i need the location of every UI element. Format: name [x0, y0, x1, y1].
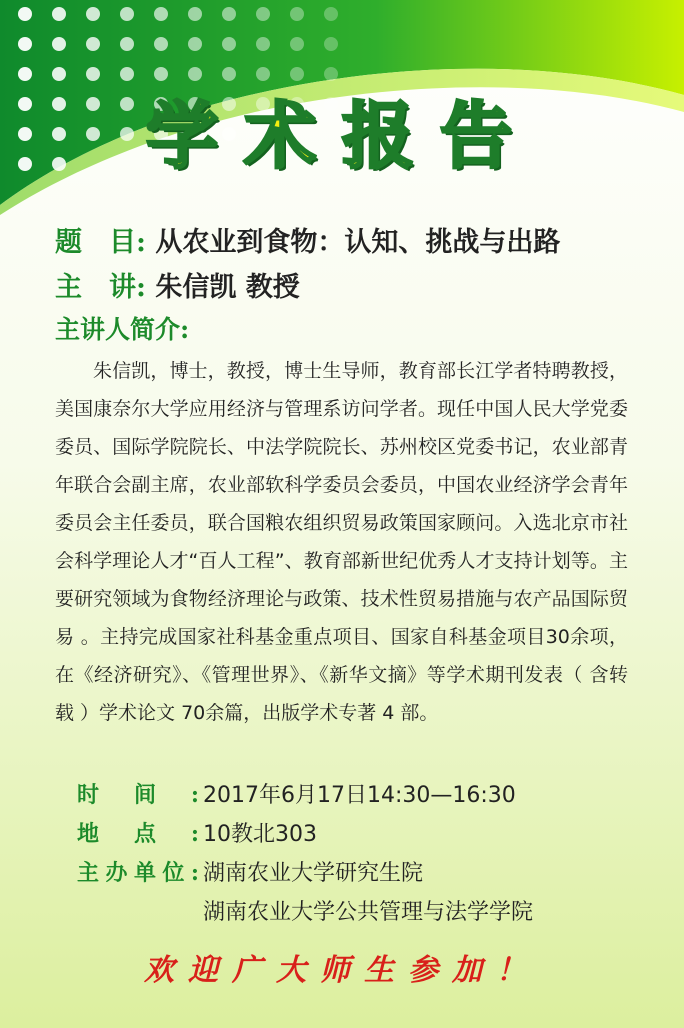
place-row [77, 817, 317, 848]
dot [188, 37, 202, 51]
poster-title: 学术报告 [145, 94, 538, 178]
dot [52, 7, 66, 21]
organizer-value-1: 湖南农业大学研究生院 [203, 861, 424, 886]
speaker-intro-heading: 主讲人简介: [55, 315, 190, 344]
speaker-label: 主 讲: [55, 272, 146, 303]
dot [188, 7, 202, 21]
dot [324, 7, 338, 21]
topic-line [55, 220, 560, 259]
dot [154, 37, 168, 51]
organizer-value-2: 湖南农业大学公共管理与法学学院 [203, 900, 534, 925]
dot [18, 7, 32, 21]
time-row [77, 778, 516, 809]
topic-label: 题 目: [55, 227, 146, 258]
dot [120, 37, 134, 51]
dot [86, 37, 100, 51]
dot [154, 7, 168, 21]
organizer-label: 主办单位: [77, 860, 199, 886]
dot [290, 7, 304, 21]
dot [222, 7, 236, 21]
time-label: 时间: [77, 782, 199, 808]
time-value: 2017年6月17日14:30—16:30 [203, 783, 516, 808]
place-label: 地点: [77, 821, 199, 847]
welcome-message: 欢迎广大师生参加！ [144, 953, 540, 988]
dot [222, 37, 236, 51]
dot [256, 7, 270, 21]
dot [52, 37, 66, 51]
dot [290, 37, 304, 51]
dot [120, 7, 134, 21]
topic-value: 从农业到食物：认知、挑战与出路 [155, 227, 561, 258]
dot [256, 37, 270, 51]
speaker-bio: 朱信凯，博士，教授，博士生导师，教育部长江学者特聘教授，美国康奈尔大学应用经济与管理系访问学者。现任中国人民大学党委委员、国际学院院长、中法学院院长、苏州校区党委书记，农业部青年联合会副主席，农业部软科学委员会委员，中国农业经济学会青年委员会主任委员，联合国粮农组织贸易政策国家顾问。入选北京市社会科学理论人才“百人工程”、教育部新世纪优秀人才支持计划等。主要研究领域为食物经济理论与政策、技术性贸易措施与农产品国际贸易 。主持完成国家社科基金重点项目、国家自科基金项目30余项，在《经济研究》、《管理世界》、《新华文摘》等学术期刊发表（ 含转载 ）学术论文 70余篇，出版学术专著 4 部。 [55, 360, 628, 724]
organizer-row [77, 856, 423, 887]
speaker-line [55, 265, 300, 304]
speaker-value: 朱信凯 教授 [155, 272, 300, 303]
dot [18, 37, 32, 51]
place-value: 10教北303 [203, 822, 317, 847]
dot [324, 37, 338, 51]
dot [86, 7, 100, 21]
